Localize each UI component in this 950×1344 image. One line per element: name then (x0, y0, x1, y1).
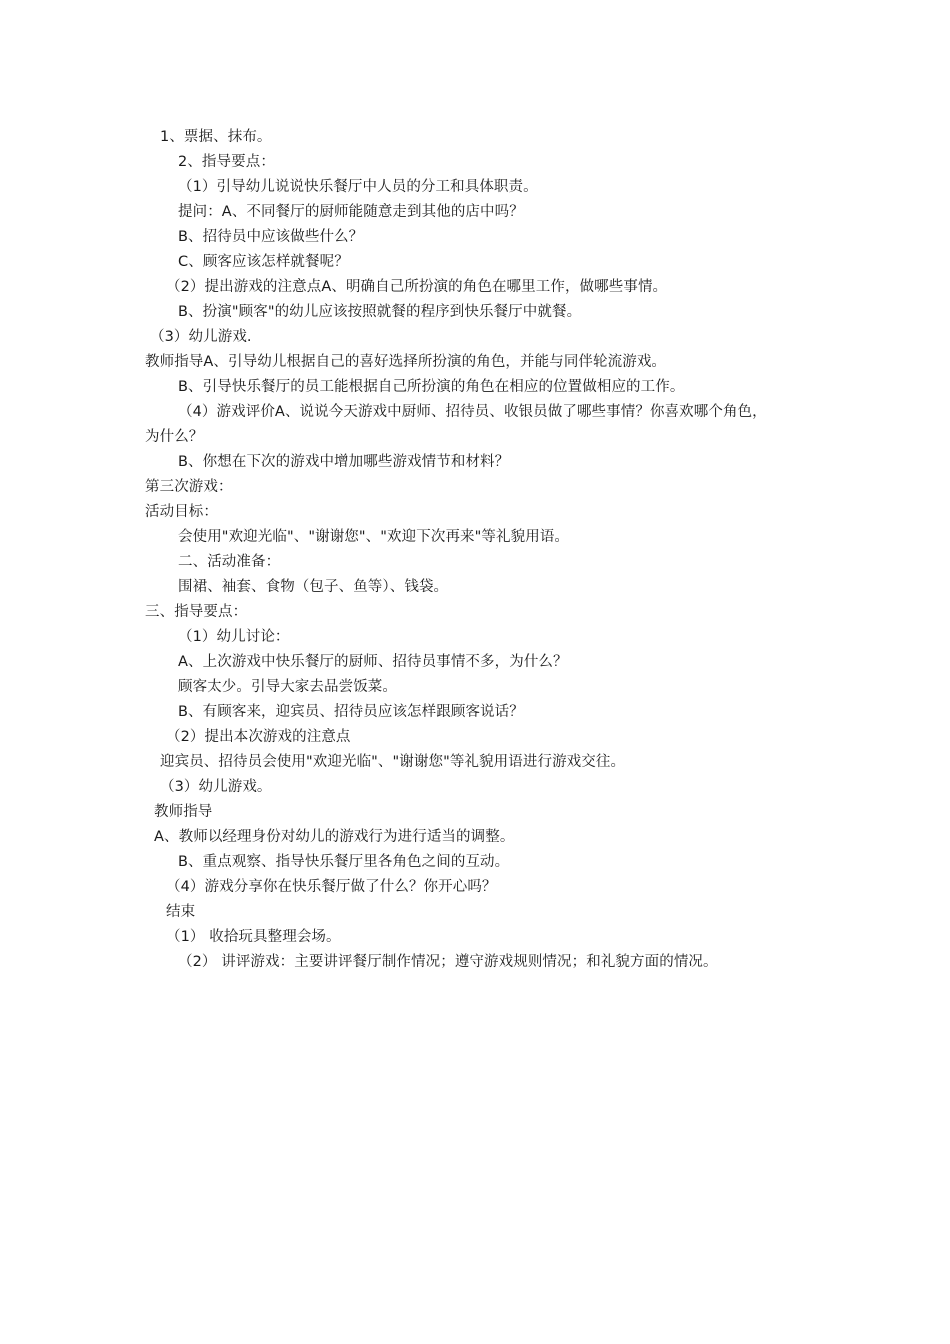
text-line: （2）提出本次游戏的注意点 (166, 729, 351, 745)
text-line: 迎宾员、招待员会使用"欢迎光临"、"谢谢您"等礼貌用语进行游戏交往。 (160, 754, 626, 770)
text-line: 第三次游戏： (145, 479, 233, 495)
text-line: （3）幼儿游戏. (150, 329, 252, 345)
text-line: C、顾客应该怎样就餐呢？ (178, 254, 349, 270)
text-line: 教师指导A、引导幼儿根据自己的喜好选择所扮演的角色，并能与同伴轮流游戏。 (145, 354, 667, 370)
text-line: （2）提出游戏的注意点A、明确自己所扮演的角色在哪里工作，做哪些事情。 (166, 279, 668, 295)
text-line: （2） 讲评游戏：主要讲评餐厅制作情况；遵守游戏规则情况；和礼貌方面的情况。 (178, 954, 718, 970)
text-line: 顾客太少。引导大家去品尝饭菜。 (178, 679, 397, 695)
text-line: 二、活动准备： (178, 554, 281, 570)
text-line: A、上次游戏中快乐餐厅的厨师、招待员事情不多，为什么？ (178, 654, 568, 670)
text-line: B、重点观察、指导快乐餐厅里各角色之间的互动。 (178, 854, 510, 870)
text-line: B、你想在下次的游戏中增加哪些游戏情节和材料？ (178, 454, 510, 470)
text-line: 1、票据、抹布。 (160, 129, 272, 145)
text-line: B、招待员中应该做些什么？ (178, 229, 364, 245)
text-line: （1） 收拾玩具整理会场。 (166, 929, 341, 945)
text-line: B、扮演"顾客"的幼儿应该按照就餐的程序到快乐餐厅中就餐。 (178, 304, 582, 320)
text-line: A、教师以经理身份对幼儿的游戏行为进行适当的调整。 (154, 829, 515, 845)
text-line: （4）游戏评价A、说说今天游戏中厨师、招待员、收银员做了哪些事情？你喜欢哪个角色， (178, 404, 767, 420)
text-line: 三、指导要点： (145, 604, 248, 620)
text-line: （3）幼儿游戏。 (160, 779, 272, 795)
text-line: 会使用"欢迎光临"、"谢谢您"、"欢迎下次再来"等礼貌用语。 (178, 529, 570, 545)
text-line: 围裙、袖套、食物（包子、鱼等）、钱袋。 (178, 579, 449, 595)
text-line: 结束 (166, 904, 196, 920)
text-line: 2、指导要点： (178, 154, 275, 170)
text-line: 教师指导 (154, 804, 213, 820)
text-line: 为什么？ (145, 429, 204, 445)
text-line: （1）引导幼儿说说快乐餐厅中人员的分工和具体职责。 (178, 179, 538, 195)
text-line: （1）幼儿讨论： (178, 629, 290, 645)
text-line: B、有顾客来，迎宾员、招待员应该怎样跟顾客说话？ (178, 704, 524, 720)
text-line: 提问：A、不同餐厅的厨师能随意走到其他的店中吗？ (178, 204, 524, 220)
text-line: （4）游戏分享你在快乐餐厅做了什么？你开心吗？ (166, 879, 497, 895)
text-line: 活动目标： (145, 504, 218, 520)
text-line: B、引导快乐餐厅的员工能根据自己所扮演的角色在相应的位置做相应的工作。 (178, 379, 685, 395)
